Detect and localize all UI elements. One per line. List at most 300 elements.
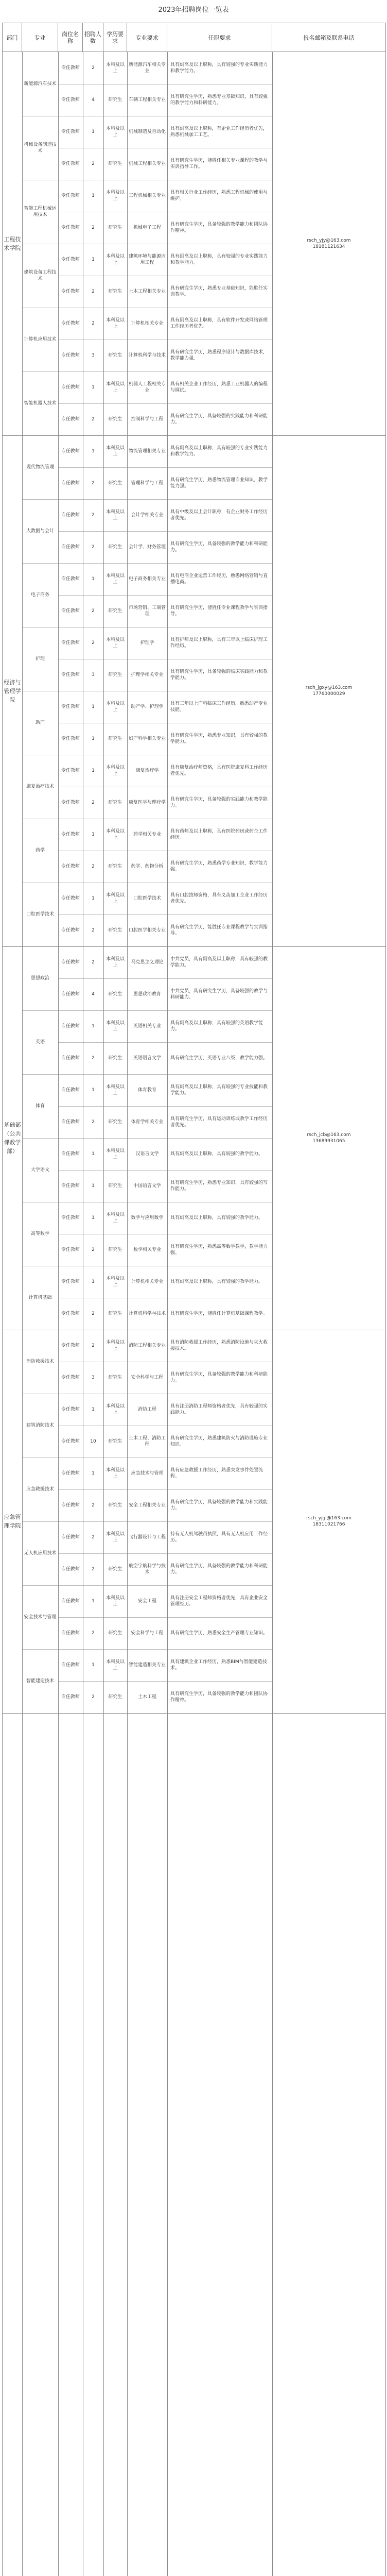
post-cell: 专任教师 — [61, 1694, 80, 1700]
page-title: 2023年招聘岗位一览表 — [158, 6, 229, 14]
post-cell: 专任教师 — [61, 1247, 80, 1252]
job-requirement-cell: 具有研究生学历，熟悉建筑防火与消防设施专业知识。 — [170, 1435, 268, 1447]
count-cell: 2 — [92, 161, 95, 166]
major-cell: 应急救援技术 — [26, 1486, 54, 1492]
major-requirement-cell: 计算机相关专业 — [131, 320, 164, 326]
major-requirement-cell: 管理科学与工程 — [131, 480, 164, 486]
post-cell: 专任教师 — [61, 1055, 80, 1061]
major-requirement-cell: 控制科学与工程 — [131, 416, 164, 422]
department-cell: 基础部（公共课教学部） — [4, 1122, 21, 1155]
major-requirement-cell: 数学与应用数学 — [131, 1215, 164, 1221]
count-cell: 2 — [92, 1055, 95, 1061]
major-requirement-cell: 口腔医学相关专业 — [128, 927, 166, 933]
degree-cell: 研究生 — [108, 1502, 122, 1508]
degree-cell: 本科及以上 — [105, 381, 125, 393]
post-cell: 专任教师 — [61, 448, 80, 454]
post-cell: 专任教师 — [61, 1023, 80, 1029]
post-cell: 专任教师 — [61, 1183, 80, 1189]
degree-cell: 研究生 — [108, 1055, 122, 1061]
count-cell: 1 — [92, 1087, 95, 1093]
major-requirement-cell: 计算机科学与技术 — [128, 352, 166, 358]
major-requirement-cell: 妇产科学相关专业 — [128, 736, 166, 741]
post-cell: 专任教师 — [61, 959, 80, 965]
major-cell: 新能源汽车技术 — [24, 81, 57, 87]
post-cell: 专任教师 — [61, 800, 80, 805]
major-cell: 智能建造技术 — [26, 1678, 54, 1684]
post-cell: 专任教师 — [61, 927, 80, 933]
post-cell: 专任教师 — [61, 320, 80, 326]
major-requirement-cell: 康复医学与理疗学 — [128, 800, 166, 805]
degree-cell: 研究生 — [108, 289, 122, 294]
count-cell: 2 — [92, 320, 95, 326]
degree-cell: 研究生 — [108, 1375, 122, 1380]
major-requirement-cell: 土木工程相关专业 — [128, 289, 166, 294]
major-requirement-cell: 英语相关专业 — [133, 1023, 161, 1029]
degree-cell: 研究生 — [108, 736, 122, 741]
post-cell: 专任教师 — [61, 608, 80, 614]
post-cell: 专任教师 — [61, 1343, 80, 1348]
post-cell: 专任教师 — [61, 1087, 80, 1093]
major-requirement-cell: 英语语言文学 — [133, 1055, 161, 1061]
job-requirement-cell: 中共党员，具有副高及以上职称，具有较强的教学能力。 — [170, 956, 268, 968]
degree-cell: 本科及以上 — [105, 1403, 125, 1415]
post-cell: 专任教师 — [61, 193, 80, 198]
major-requirement-cell: 中国语言文学 — [133, 1183, 161, 1189]
count-cell: 3 — [92, 672, 95, 677]
post-cell: 专任教师 — [61, 1279, 80, 1284]
post-cell: 专任教师 — [61, 1502, 80, 1508]
job-requirement-cell: 具有研究生学历，具备较强的教学能力和科研能力。 — [170, 1371, 268, 1383]
degree-cell: 本科及以上 — [105, 1020, 125, 1032]
job-requirement-cell: 具有研究生学历，能胜任计算机基础课程教学。 — [170, 1311, 268, 1316]
major-cell: 无人机应用技术 — [24, 1550, 57, 1556]
degree-cell: 研究生 — [108, 927, 122, 933]
major-cell: 机械设备制造技术 — [24, 142, 57, 154]
count-cell: 1 — [92, 832, 95, 837]
job-requirement-cell: 具有研究生学历，具备较强的临床实践能力和教学能力。 — [170, 669, 268, 681]
post-cell: 专任教师 — [61, 1119, 80, 1125]
degree-cell: 本科及以上 — [105, 1276, 125, 1287]
major-cell: 助产 — [35, 720, 45, 725]
job-requirement-cell: 具有研究生学历，熟悉药学专业知识，教学能力强。 — [170, 860, 268, 872]
degree-cell: 本科及以上 — [105, 1212, 125, 1224]
degree-cell: 本科及以上 — [105, 62, 125, 74]
major-cell: 英语 — [35, 1039, 45, 1045]
degree-cell: 研究生 — [108, 1694, 122, 1700]
degree-cell: 本科及以上 — [105, 701, 125, 713]
job-requirement-cell: 具有研究生学历，具备较强的教学能力和团队协作精神。 — [170, 1691, 268, 1703]
major-cell: 护理 — [35, 656, 45, 662]
header-job-req: 任职要求 — [167, 23, 272, 52]
degree-cell: 研究生 — [108, 1566, 122, 1572]
job-requirement-cell: 具有研究生学历，具备较强的教学能力和科研能力。 — [170, 1563, 268, 1575]
major-requirement-cell: 会计学相关专业 — [131, 512, 164, 518]
degree-cell: 研究生 — [108, 480, 122, 486]
major-cell: 计算机应用技术 — [24, 336, 57, 342]
job-requirement-cell: 具有副高及以上职称，具有软件开发或网络管理工作经历者优先。 — [170, 317, 268, 329]
job-requirement-cell: 具有消防救援工作经历，熟悉消防设施与灭火救援技术。 — [170, 1340, 268, 1351]
major-requirement-cell: 汉语言文学 — [135, 1151, 159, 1157]
major-requirement-cell: 马克思主义理论 — [131, 959, 164, 965]
job-requirement-cell: 具有副高及以上职称，具有较强的英语教学能力。 — [170, 1020, 263, 1032]
job-requirement-cell: 具有副高及以上职称，具有较强的教学能力。 — [170, 1279, 263, 1284]
job-requirement-cell: 具有注册安全工程师资格者优先，具有企业安全管理经历。 — [170, 1595, 268, 1607]
major-requirement-cell: 安全工程相关专业 — [128, 1502, 166, 1508]
major-requirement-cell: 新能源汽车相关专业 — [128, 62, 166, 74]
count-cell: 1 — [92, 895, 95, 901]
post-cell: 专任教师 — [61, 895, 80, 901]
degree-cell: 研究生 — [108, 863, 122, 869]
job-requirement-cell: 具有副高及以上职称，具有较强的教学能力。 — [170, 1151, 263, 1157]
count-cell: 1 — [92, 1662, 95, 1668]
count-cell: 1 — [92, 1470, 95, 1476]
degree-cell: 本科及以上 — [105, 828, 125, 840]
major-cell: 电子商务 — [30, 592, 49, 598]
major-requirement-cell: 消防工程 — [137, 1406, 156, 1412]
post-cell: 专任教师 — [61, 1566, 80, 1572]
major-requirement-cell: 思想政治教育 — [133, 991, 161, 997]
degree-cell: 本科及以上 — [105, 190, 125, 201]
header-count: 招聘人数 — [83, 23, 103, 52]
post-cell: 专任教师 — [61, 1630, 80, 1636]
job-requirement-cell: 具有口腔技师资格，具有义齿加工企业工作经历者优先。 — [170, 892, 268, 904]
degree-cell: 本科及以上 — [105, 1595, 125, 1607]
degree-cell: 研究生 — [108, 225, 122, 230]
count-cell: 2 — [92, 65, 95, 71]
major-requirement-cell: 体育教育 — [137, 1087, 156, 1093]
degree-cell: 本科及以上 — [105, 956, 125, 968]
contact-cell: rsch_yjgl@163.com 18311021766 — [306, 1515, 351, 1527]
job-requirement-cell: 具有电商企业运营工作经历，熟悉网络营销与直播电商。 — [170, 573, 268, 585]
degree-cell: 研究生 — [108, 1247, 122, 1252]
degree-cell: 研究生 — [108, 608, 122, 614]
count-cell: 2 — [92, 544, 95, 550]
post-cell: 专任教师 — [61, 640, 80, 646]
degree-cell: 研究生 — [108, 1438, 122, 1444]
job-requirement-cell: 具有副高及以上职称，具有较强的专业技能和教学能力。 — [170, 1084, 268, 1096]
major-requirement-cell: 药学相关专业 — [133, 832, 161, 837]
job-requirement-cell: 具有三年以上产科临床工作经历，熟悉助产专业技能。 — [170, 701, 268, 713]
major-requirement-cell: 计算机科学与技术 — [128, 1311, 166, 1316]
post-cell: 专任教师 — [61, 1598, 80, 1604]
job-requirement-cell: 具有研究生学历，具备较强的实践能力和科研能力。 — [170, 413, 268, 425]
degree-cell: 研究生 — [108, 416, 122, 422]
post-cell: 专任教师 — [61, 257, 80, 262]
job-requirement-cell: 具有副高及以上职称，具有较强的专业实践能力和教学能力。 — [170, 62, 268, 74]
count-cell: 2 — [92, 1502, 95, 1508]
job-requirement-cell: 具有研究生学历，具备较强的教学能力和实践能力。 — [170, 1499, 268, 1511]
major-cell: 大数据与会计 — [26, 528, 54, 534]
major-requirement-cell: 计算机相关专业 — [131, 1279, 164, 1284]
job-requirement-cell: 具有研究生学历，能胜任专业课程教学与实训指导。 — [170, 605, 268, 617]
count-cell: 1 — [92, 1151, 95, 1157]
major-requirement-cell: 康复治疗学 — [135, 768, 159, 773]
post-cell: 专任教师 — [61, 576, 80, 582]
degree-cell: 本科及以上 — [105, 765, 125, 776]
job-requirement-cell: 具有研究生学历，熟悉程序设计与数据库技术，教学能力强。 — [170, 349, 268, 361]
header-major: 专业 — [22, 23, 58, 52]
post-cell: 专任教师 — [61, 1311, 80, 1316]
job-requirement-cell: 持有无人机驾驶员执照，具有无人机应用工作经历。 — [170, 1531, 268, 1543]
department-cell: 经济与管理学院 — [4, 679, 21, 703]
count-cell: 1 — [92, 384, 95, 390]
degree-cell: 研究生 — [108, 97, 122, 103]
major-requirement-cell: 安全科学与工程 — [131, 1630, 164, 1636]
degree-cell: 研究生 — [108, 544, 122, 550]
count-cell: 1 — [92, 704, 95, 709]
degree-cell: 本科及以上 — [105, 445, 125, 457]
job-requirement-cell: 中共党员，具有研究生学历，具备较强的教学与科研能力。 — [170, 988, 268, 1000]
header-post: 岗位名称 — [58, 23, 83, 52]
major-requirement-cell: 口腔医学技术 — [133, 895, 161, 901]
job-requirement-cell: 具有研究生学历，英语专业八级，教学能力强。 — [170, 1055, 268, 1061]
major-cell: 药学 — [35, 848, 45, 853]
post-cell: 专任教师 — [61, 1151, 80, 1157]
major-requirement-cell: 电子商务相关专业 — [128, 576, 166, 582]
major-requirement-cell: 应急技术与管理 — [131, 1470, 164, 1476]
job-requirement-cell: 具有注册消防工程师资格者优先，具有较强的实践能力。 — [170, 1403, 268, 1415]
post-cell: 专任教师 — [61, 832, 80, 837]
job-requirement-cell: 具有研究生学历，能胜任专业课程教学与实训指导。 — [170, 924, 268, 936]
job-requirement-cell: 具有副高及以上职称，有企业工作经历者优先，熟悉机械加工工艺。 — [170, 126, 268, 138]
count-cell: 2 — [92, 640, 95, 646]
count-cell: 2 — [92, 863, 95, 869]
post-cell: 专任教师 — [61, 1470, 80, 1476]
job-requirement-cell: 具有药师及以上职称，具有医院药房或药企工作经历。 — [170, 828, 268, 840]
header-major-req: 专业要求 — [127, 23, 167, 52]
job-requirement-cell: 具有相关行业工作经历，熟悉工程机械的使用与维护。 — [170, 190, 268, 201]
count-cell: 2 — [92, 1311, 95, 1316]
major-requirement-cell: 护理学 — [140, 640, 154, 646]
count-cell: 1 — [92, 448, 95, 454]
count-cell: 1 — [92, 1023, 95, 1029]
major-requirement-cell: 市场营销、工商管理 — [128, 605, 166, 617]
count-cell: 2 — [92, 800, 95, 805]
major-cell: 大学语文 — [30, 1167, 49, 1173]
major-cell: 建筑设备工程技术 — [24, 269, 57, 281]
major-cell: 消防救援技术 — [26, 1359, 54, 1364]
major-requirement-cell: 会计学、财务管理 — [128, 544, 166, 550]
degree-cell: 本科及以上 — [105, 892, 125, 904]
major-requirement-cell: 体育学相关专业 — [131, 1119, 164, 1125]
degree-cell: 本科及以上 — [105, 317, 125, 329]
major-requirement-cell: 工程机械相关专业 — [128, 193, 166, 198]
degree-cell: 本科及以上 — [105, 1148, 125, 1160]
major-requirement-cell: 护理学相关专业 — [131, 672, 164, 677]
degree-cell: 研究生 — [108, 800, 122, 805]
major-requirement-cell: 药学、药物分析 — [131, 863, 164, 869]
degree-cell: 研究生 — [108, 1183, 122, 1189]
post-cell: 专任教师 — [61, 129, 80, 134]
post-cell: 专任教师 — [61, 1662, 80, 1668]
post-cell: 专任教师 — [61, 768, 80, 773]
count-cell: 1 — [92, 768, 95, 773]
job-requirement-cell: 具有应急救援工作经历，熟悉突发事件处置流程。 — [170, 1467, 263, 1479]
department-cell: 应急管理学院 — [4, 1514, 21, 1529]
post-cell: 专任教师 — [61, 512, 80, 518]
post-cell: 专任教师 — [61, 1534, 80, 1540]
degree-cell: 本科及以上 — [105, 509, 125, 521]
major-requirement-cell: 建筑环境与能源应用工程 — [128, 253, 166, 265]
count-cell: 4 — [92, 97, 95, 103]
count-cell: 10 — [90, 1438, 96, 1444]
major-cell: 智能机器人技术 — [24, 400, 57, 406]
count-cell: 2 — [92, 1694, 95, 1700]
degree-cell: 本科及以上 — [105, 126, 125, 138]
degree-cell: 本科及以上 — [105, 1659, 125, 1671]
contact-cell: rsch_jcb@163.com 13689931065 — [307, 1132, 351, 1144]
count-cell: 2 — [92, 289, 95, 294]
degree-cell: 本科及以上 — [105, 637, 125, 649]
post-cell: 专任教师 — [61, 161, 80, 166]
job-requirement-cell: 具有中级及以上会计职称，有企业财务工作经历者优先。 — [170, 509, 268, 521]
post-cell: 专任教师 — [61, 289, 80, 294]
degree-cell: 本科及以上 — [105, 253, 125, 265]
table-header — [3, 23, 385, 52]
count-cell: 1 — [92, 129, 95, 134]
job-requirement-cell: 具有研究生学历，熟悉专业基础知识，具有较强的教学能力和科研能力。 — [170, 94, 268, 106]
count-cell: 2 — [92, 1566, 95, 1572]
post-cell: 专任教师 — [61, 991, 80, 997]
job-requirement-cell: 具有研究生学历，熟悉专业知识，具有较强的写作能力。 — [170, 1180, 268, 1192]
post-cell: 专任教师 — [61, 704, 80, 709]
contact-cell: rsch_jgxy@163.com 17760000029 — [305, 685, 353, 697]
major-cell: 建筑消防技术 — [26, 1422, 54, 1428]
major-requirement-cell: 消防工程相关专业 — [128, 1343, 166, 1348]
job-requirement-cell: 具有副高及以上职称，具有较强的专业实践能力和教学能力。 — [170, 253, 268, 265]
count-cell: 2 — [92, 1630, 95, 1636]
major-requirement-cell: 安全科学与工程 — [131, 1375, 164, 1380]
major-cell: 思想政治 — [30, 975, 49, 981]
job-requirement-cell: 具有相关企业工作经历，熟悉工业机器人的编程与调试。 — [170, 381, 268, 393]
major-requirement-cell: 航空宇航科学与技术 — [128, 1563, 166, 1575]
count-cell: 2 — [92, 959, 95, 965]
count-cell: 2 — [92, 1247, 95, 1252]
major-cell: 现代物流管理 — [26, 464, 54, 470]
degree-cell: 研究生 — [108, 1119, 122, 1125]
count-cell: 1 — [92, 1183, 95, 1189]
major-cell: 康复治疗技术 — [26, 784, 54, 789]
post-cell: 专任教师 — [61, 225, 80, 230]
major-requirement-cell: 安全工程 — [137, 1598, 156, 1604]
count-cell: 2 — [92, 416, 95, 422]
header-contact: 报名邮箱及联系电话 — [303, 34, 355, 41]
major-requirement-cell: 车辆工程相关专业 — [128, 97, 166, 103]
department-cell: 工程技术学院 — [4, 236, 21, 251]
count-cell: 3 — [92, 1375, 95, 1380]
major-cell: 高等数学 — [30, 1231, 49, 1236]
job-requirement-cell: 具有研究生学历，熟悉专业知识，具有较强的教学能力。 — [170, 733, 268, 744]
count-cell: 1 — [92, 193, 95, 198]
count-cell: 3 — [92, 352, 95, 358]
major-cell: 计算机基础 — [28, 1295, 52, 1300]
post-cell: 专任教师 — [61, 1215, 80, 1221]
job-requirement-cell: 具有研究生学历，熟悉高等数学教学，教学能力强。 — [170, 1244, 268, 1256]
count-cell: 1 — [92, 1598, 95, 1604]
job-requirement-cell: 具有研究生学历，能胜任相关专业课程的教学与实训指导工作。 — [170, 158, 268, 170]
major-requirement-cell: 机械电子工程 — [133, 225, 161, 230]
job-requirement-cell: 具有研究生学历，具备较强的教学能力和科研能力。 — [170, 541, 268, 553]
post-cell: 专任教师 — [61, 1406, 80, 1412]
major-requirement-cell: 土木工程、消防工程 — [128, 1435, 166, 1447]
major-requirement-cell: 数学相关专业 — [133, 1247, 161, 1252]
degree-cell: 本科及以上 — [105, 1531, 125, 1543]
job-requirement-cell: 具有研究生学历，具备较强的实践能力和教学能力。 — [170, 796, 268, 808]
degree-cell: 研究生 — [108, 1630, 122, 1636]
count-cell: 2 — [92, 1119, 95, 1125]
count-cell: 2 — [92, 225, 95, 230]
count-cell: 4 — [92, 991, 95, 997]
job-requirement-cell: 具有研究生学历，具备较强的教学能力和团队协作精神。 — [170, 222, 268, 233]
post-cell: 专任教师 — [61, 97, 80, 103]
major-requirement-cell: 助产学、护理学 — [131, 704, 164, 709]
job-requirement-cell: 具有研究生学历，熟悉安全生产管理专业知识。 — [170, 1630, 268, 1636]
job-requirement-cell: 具有研究生学历，熟悉专业基础知识，能胜任实训教学。 — [170, 285, 268, 297]
job-requirement-cell: 具有副高及以上职称，具有较强的教学能力。 — [170, 1215, 263, 1221]
major-cell: 口腔医学技术 — [26, 911, 54, 917]
major-cell: 体育 — [35, 1103, 45, 1109]
post-cell: 专任教师 — [61, 544, 80, 550]
count-cell: 1 — [92, 1279, 95, 1284]
count-cell: 2 — [92, 1343, 95, 1348]
count-cell: 2 — [92, 1534, 95, 1540]
degree-cell: 研究生 — [108, 352, 122, 358]
count-cell: 2 — [92, 608, 95, 614]
major-cell: 智能工程机械运用技术 — [24, 206, 57, 217]
degree-cell: 本科及以上 — [105, 1340, 125, 1351]
count-cell: 1 — [92, 576, 95, 582]
job-requirement-cell: 具有建筑企业工作经历，熟悉BIM与智能建造技术。 — [170, 1659, 267, 1671]
major-requirement-cell: 物流管理相关专业 — [128, 448, 166, 454]
count-cell: 1 — [92, 257, 95, 262]
major-requirement-cell: 智能建造相关专业 — [128, 1662, 166, 1668]
degree-cell: 本科及以上 — [105, 1084, 125, 1096]
post-cell: 专任教师 — [61, 1375, 80, 1380]
contact-cell: rsch_yjy@163.com 18181121634 — [307, 238, 351, 249]
post-cell: 专任教师 — [61, 352, 80, 358]
degree-cell: 研究生 — [108, 1311, 122, 1316]
header-degree: 学历要求 — [103, 23, 127, 52]
job-requirement-cell: 具有研究生学历，熟悉物流管理专业知识，教学能力强。 — [170, 477, 268, 489]
post-cell: 专任教师 — [61, 672, 80, 677]
major-requirement-cell: 土木工程 — [137, 1694, 156, 1700]
major-cell: 安全技术与管理 — [24, 1614, 57, 1620]
major-requirement-cell: 机械制造及自动化 — [128, 129, 166, 134]
degree-cell: 本科及以上 — [105, 573, 125, 585]
post-cell: 专任教师 — [61, 736, 80, 741]
post-cell: 专任教师 — [61, 65, 80, 71]
count-cell: 2 — [92, 927, 95, 933]
post-cell: 专任教师 — [61, 863, 80, 869]
count-cell: 2 — [92, 512, 95, 518]
post-cell: 专任教师 — [61, 384, 80, 390]
count-cell: 2 — [92, 480, 95, 486]
degree-cell: 研究生 — [108, 991, 122, 997]
job-requirement-cell: 具有研究生学历，具有运动训练或教学工作经历者优先。 — [170, 1116, 268, 1128]
degree-cell: 研究生 — [108, 672, 122, 677]
major-requirement-cell: 机械工程相关专业 — [128, 161, 166, 166]
count-cell: 1 — [92, 1215, 95, 1221]
job-requirement-cell: 具有护师及以上职称，具有三年以上临床护理工作经历。 — [170, 637, 268, 649]
major-requirement-cell: 机器人工程相关专业 — [128, 381, 166, 393]
recruitment-table — [2, 23, 386, 2576]
job-requirement-cell: 具有康复治疗师资格，具有医院康复科工作经历者优先。 — [170, 765, 268, 776]
count-cell: 1 — [92, 736, 95, 741]
header-dept: 部门 — [3, 23, 22, 52]
major-requirement-cell: 飞行器设计与工程 — [128, 1534, 166, 1540]
post-cell: 专任教师 — [61, 1438, 80, 1444]
count-cell: 1 — [92, 1406, 95, 1412]
